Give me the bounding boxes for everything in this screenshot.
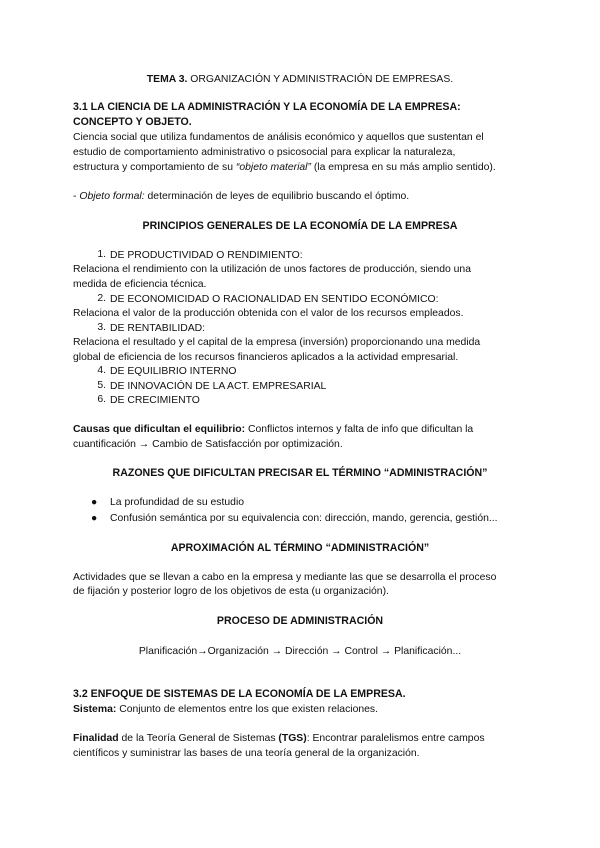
dash: - <box>73 191 80 202</box>
finalidad-label: Finalidad <box>73 733 119 744</box>
objeto-formal-text: determinación de leyes de equilibrio buscando el óptimo. <box>144 191 410 202</box>
causas-line2: cuantificación → Cambio de Satisfacción por optimización. <box>73 439 343 450</box>
principio-3-label: DE RENTABILIDAD: <box>110 323 206 334</box>
section-3-1-paragraph-line2: estudio de comportamiento administrativo o psicosocial para explicar la naturaleza, <box>73 147 456 158</box>
p3-end: (la empresa en su más amplio sentido). <box>310 162 496 173</box>
principio-5-label: DE INNOVACIÓN DE LA ACT. EMPRESARIAL <box>110 381 327 392</box>
razon-item-2: Confusión semántica por su equivalencia con: dirección, mando, gerencia, gestión... <box>110 513 498 524</box>
principio-1-label: DE PRODUCTIVIDAD O RENDIMIENTO: <box>110 250 303 261</box>
section-3-1-paragraph-line3 <box>73 161 496 174</box>
principio-4-label: DE EQUILIBRIO INTERNO <box>110 366 237 377</box>
sistema-label: Sistema: <box>73 704 117 715</box>
principio-3-desc-line1: Relaciona el resultado y el capital de la empresa (inversión) proporcionando una medida <box>73 337 481 348</box>
principio-1-desc-line1: Relaciona el rendimiento con la utilización de unos factores de producción, siendo una <box>73 264 471 275</box>
list-number: 3. <box>97 322 106 333</box>
objeto-material: “objeto material” <box>235 162 311 173</box>
list-number: 6. <box>97 394 106 405</box>
proceso-flow: Planificación→Organización → Dirección → Control → Planificación... <box>138 646 462 657</box>
bullet-icon: ● <box>91 513 98 524</box>
aproximacion-heading: APROXIMACIÓN AL TÉRMINO “ADMINISTRACIÓN” <box>170 542 430 554</box>
aproximacion-line2: de fijación y posterior logro de los objetivos de esta (u organización). <box>73 586 389 597</box>
list-number: 2. <box>97 293 106 304</box>
razon-item-1: La profundidad de su estudio <box>110 497 245 508</box>
principio-2-label: DE ECONOMICIDAD O RACIONALIDAD EN SENTIDO ECONÓMICO: <box>110 294 439 305</box>
list-number: 5. <box>97 380 106 391</box>
proceso-heading: PROCESO DE ADMINISTRACIÓN <box>216 615 384 627</box>
section-3-1-heading-line1: 3.1 LA CIENCIA DE LA ADMINISTRACIÓN Y LA ECONOMÍA DE LA EMPRESA: <box>73 101 461 113</box>
razones-heading: RAZONES QUE DIFICULTAN PRECISAR EL TÉRMINO “ADMINISTRACIÓN” <box>112 467 488 479</box>
title-rest: ORGANIZACIÓN Y ADMINISTRACIÓN DE EMPRESAS. <box>187 74 454 85</box>
principio-2-desc: Relaciona el valor de la producción obtenida con el valor de los recursos empleados. <box>73 308 464 319</box>
finalidad-line1 <box>73 732 485 745</box>
finalidad-line2: científicos y suministrar las bases de una teoría general de la organización. <box>73 748 420 759</box>
finalidad-mid: de la Teoría General de Sistemas <box>118 733 279 744</box>
section-3-2-heading: 3.2 ENFOQUE DE SISTEMAS DE LA ECONOMÍA DE LA EMPRESA. <box>73 688 406 700</box>
title-bold: TEMA 3. <box>146 74 188 85</box>
p3-start: estructura y comportamiento de su <box>73 162 236 173</box>
tgs-label: (TGS) <box>278 733 307 744</box>
sistema-line <box>73 703 378 716</box>
causas-line1 <box>73 423 473 436</box>
principios-heading: PRINCIPIOS GENERALES DE LA ECONOMÍA DE LA EMPRESA <box>142 220 458 232</box>
aproximacion-line1: Actividades que se llevan a cabo en la empresa y mediante las que se desarrolla el proceso <box>73 572 497 583</box>
section-3-1-heading-line2: CONCEPTO Y OBJETO. <box>73 116 192 128</box>
objeto-formal-line <box>73 190 409 203</box>
finalidad-text: : Encontrar paralelismos entre campos <box>306 733 485 744</box>
sistema-text: Conjunto de elementos entre los que existen relaciones. <box>116 704 378 715</box>
principio-1-desc-line2: medida de eficiencia técnica. <box>73 279 207 290</box>
list-number: 1. <box>97 249 106 260</box>
principio-6-label: DE CRECIMIENTO <box>110 395 200 406</box>
bullet-icon: ● <box>91 497 98 508</box>
section-3-1-paragraph-line1: Ciencia social que utiliza fundamentos de análisis económico y aquellos que sustentan el <box>73 132 484 143</box>
objeto-formal-label: Objeto formal: <box>79 191 145 202</box>
principio-3-desc-line2: global de eficiencia de los recursos financieros aplicados a la actividad empresarial. <box>73 352 459 363</box>
causas-text: Conflictos internos y falta de info que dificultan la <box>245 424 474 435</box>
causas-label: Causas que dificultan el equilibrio: <box>73 424 246 435</box>
list-number: 4. <box>97 365 106 376</box>
page-title <box>0 73 600 86</box>
